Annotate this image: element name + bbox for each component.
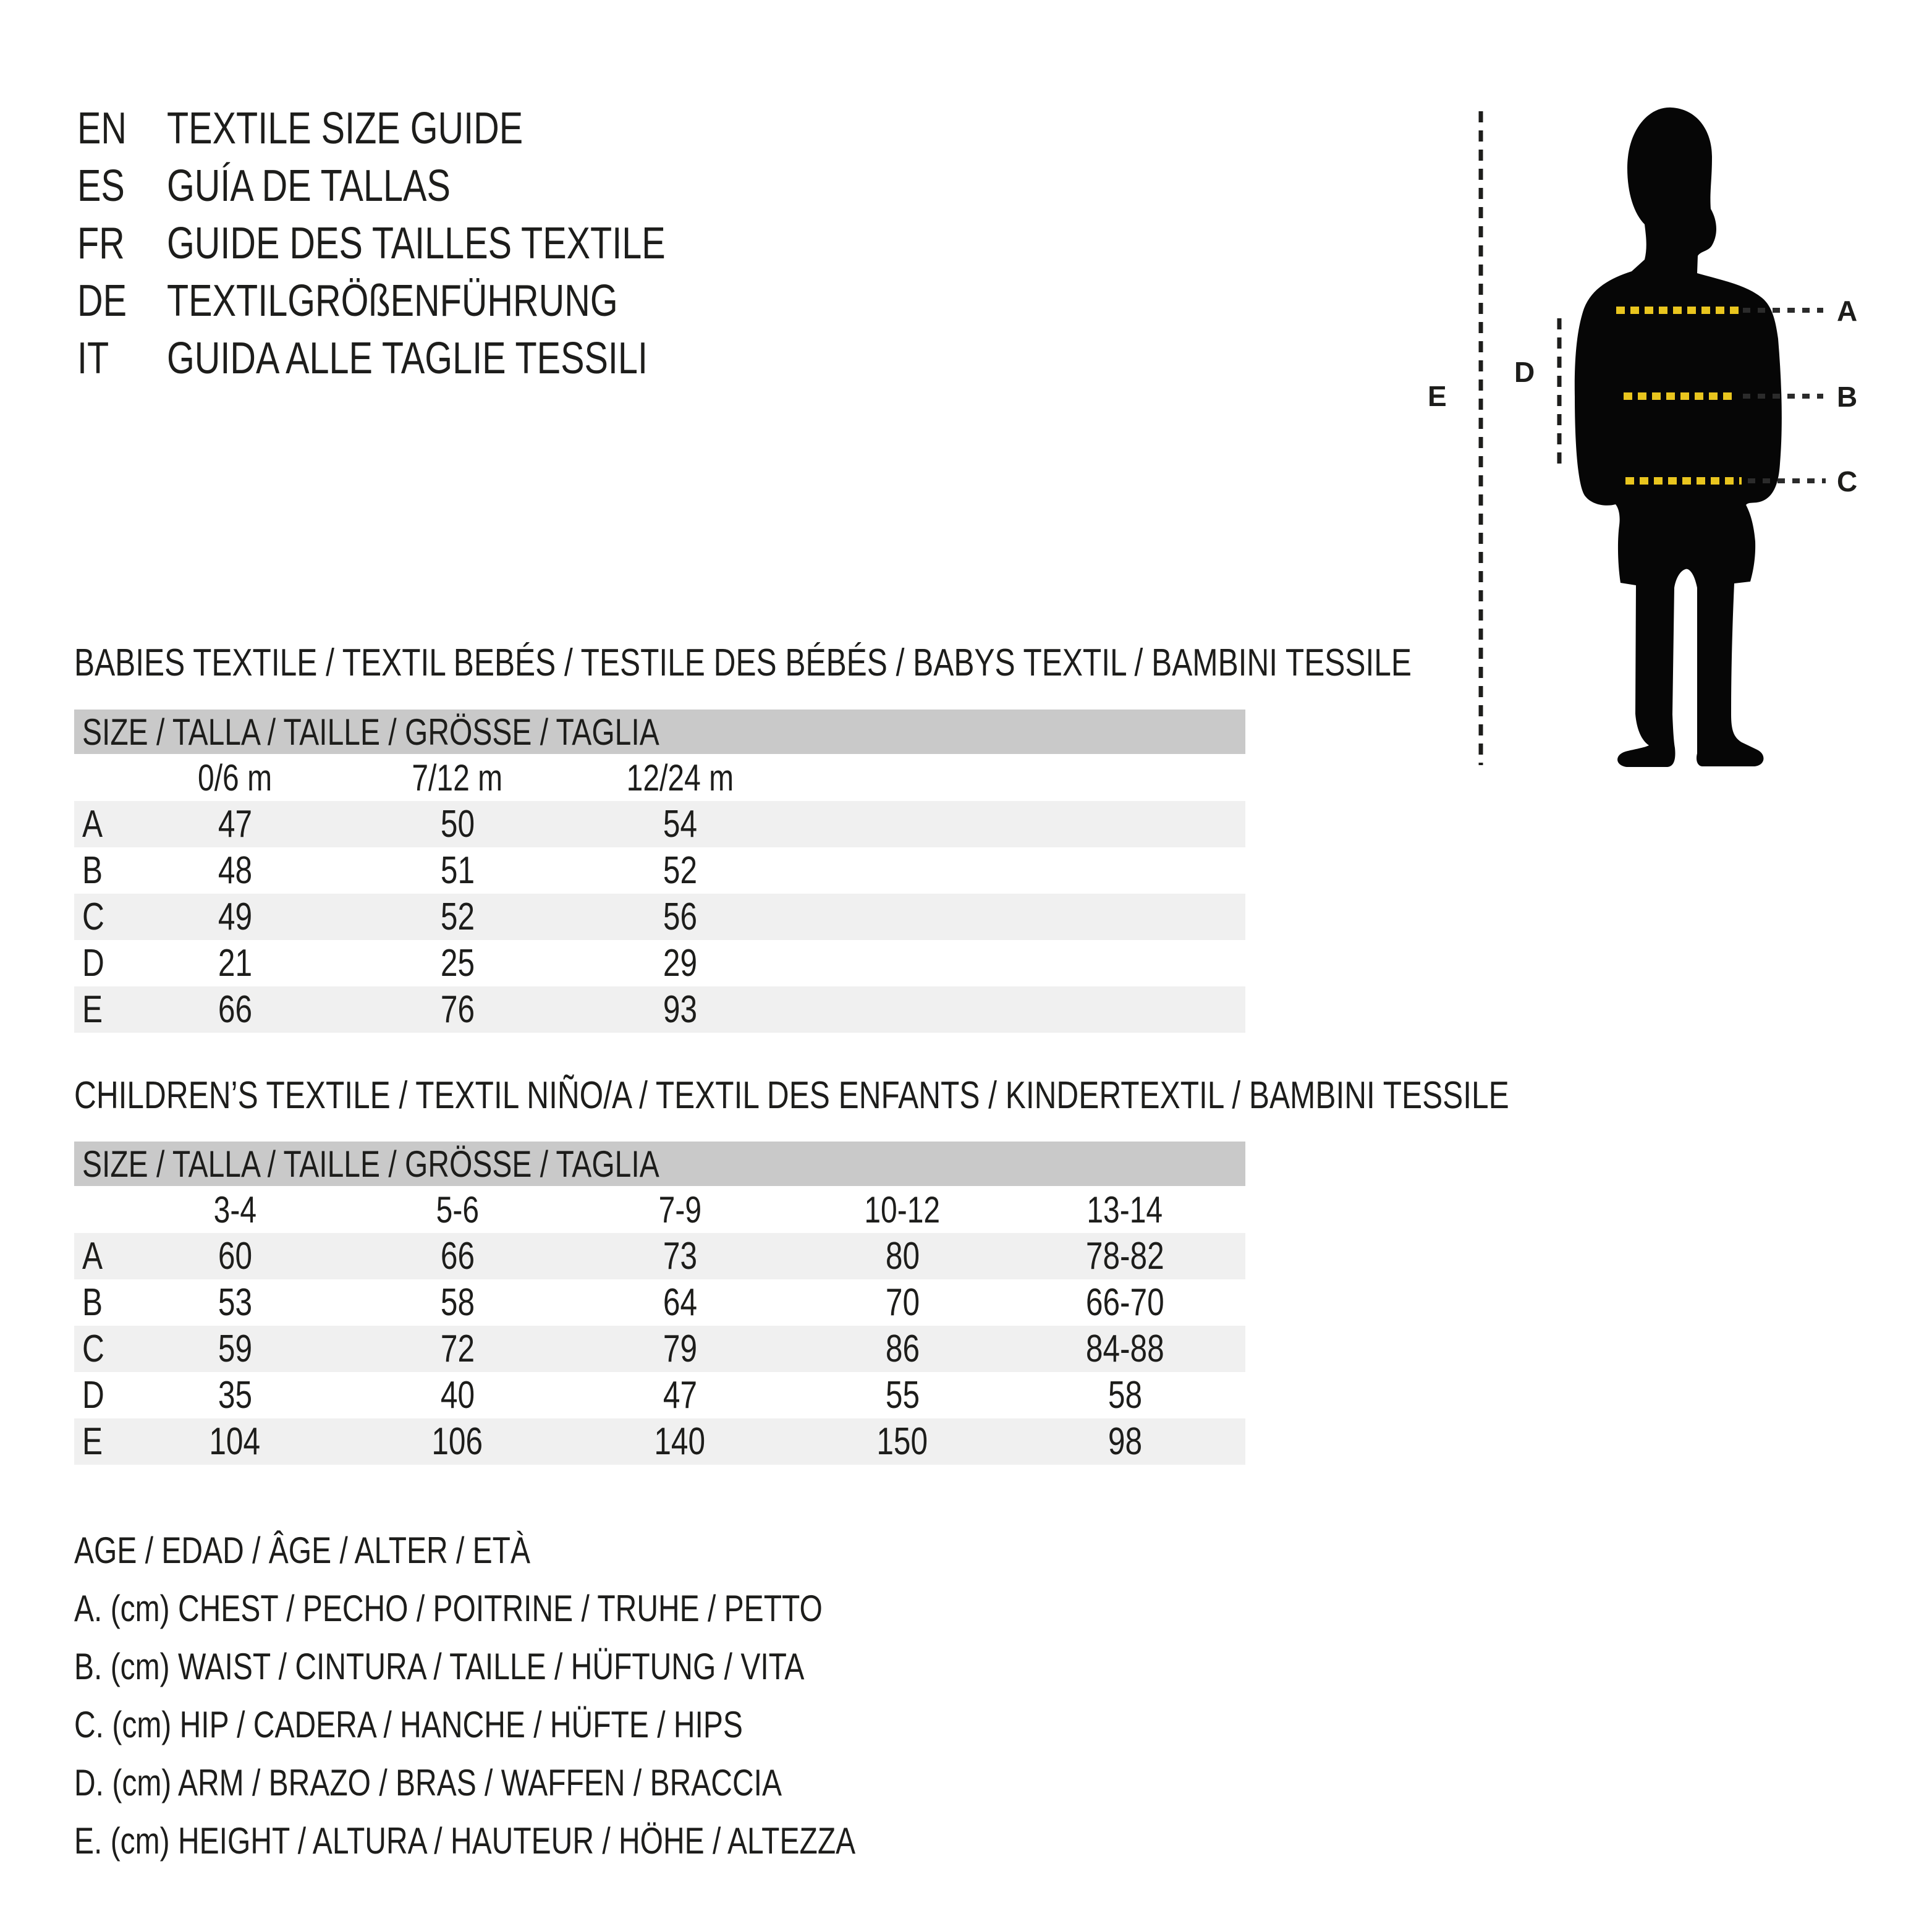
cell-value: 35 xyxy=(218,1374,252,1417)
cell-value: 40 xyxy=(440,1374,475,1417)
table-row xyxy=(74,847,1245,894)
table-row xyxy=(74,1233,1245,1279)
measurement-figure xyxy=(1421,93,1932,791)
cell-value: 58 xyxy=(440,1281,475,1324)
lang-code-it: IT xyxy=(77,334,109,383)
cell-value: 106 xyxy=(431,1420,483,1463)
row-label: B xyxy=(82,1281,103,1324)
lang-title-es: GUÍA DE TALLAS xyxy=(167,161,451,211)
cell-value: 47 xyxy=(663,1374,697,1417)
legend-age: AGE / EDAD / ÂGE / ALTER / ETÀ xyxy=(74,1530,530,1571)
cell-value: 104 xyxy=(209,1420,261,1463)
marker-label-b: B xyxy=(1837,381,1858,413)
babies-column-header-row xyxy=(74,754,1245,801)
children-section-title: CHILDREN’S TEXTILE / TEXTIL NIÑO/A / TEXTIL DES ENFANTS / KINDERTEXTIL / BAMBINI TESSILE xyxy=(74,1074,1509,1117)
row-label: A xyxy=(82,1235,103,1277)
children-size-table xyxy=(74,1142,1245,1465)
lang-title-en: TEXTILE SIZE GUIDE xyxy=(167,104,523,153)
cell-value: 86 xyxy=(885,1328,920,1370)
legend-hip-c: C. (cm) HIP / CADERA / HANCHE / HÜFTE / HIPS xyxy=(74,1704,743,1745)
babies-col-header: 0/6 m xyxy=(197,756,273,799)
child-silhouette-diagram xyxy=(1421,93,1932,791)
language-title-block xyxy=(77,100,790,388)
row-label: E xyxy=(82,1420,103,1463)
babies-size-header-bar: SIZE / TALLA / TAILLE / GRÖSSE / TAGLIA xyxy=(74,710,1245,754)
lang-row-en xyxy=(77,100,790,158)
row-label: A xyxy=(82,803,103,845)
babies-col-header: 7/12 m xyxy=(412,756,503,799)
legend-arm-d: D. (cm) ARM / BRAZO / BRAS / WAFFEN / BRACCIA xyxy=(74,1762,782,1803)
lang-code-en: EN xyxy=(77,104,127,153)
lang-code-es: ES xyxy=(77,161,125,211)
marker-label-d: D xyxy=(1514,356,1535,388)
table-row xyxy=(74,1418,1245,1465)
row-label: D xyxy=(82,1374,104,1417)
table-row xyxy=(74,1279,1245,1326)
children-col-header: 10-12 xyxy=(864,1188,941,1231)
marker-label-a: A xyxy=(1837,295,1858,327)
cell-value: 25 xyxy=(440,942,475,985)
cell-value: 56 xyxy=(663,896,697,938)
cell-value: 72 xyxy=(440,1328,475,1370)
cell-value: 70 xyxy=(885,1281,920,1324)
cell-value: 66 xyxy=(218,988,252,1031)
lang-title-it: GUIDA ALLE TAGLIE TESSILI xyxy=(167,334,648,383)
legend-height-e: E. (cm) HEIGHT / ALTURA / HAUTEUR / HÖHE / ALTEZZA xyxy=(74,1820,856,1862)
cell-value: 47 xyxy=(218,803,252,845)
babies-section-title: BABIES TEXTILE / TEXTIL BEBÉS / TESTILE DES BÉBÉS / BABYS TEXTIL / BAMBINI TESSILE xyxy=(74,642,1412,684)
table-row xyxy=(74,894,1245,940)
row-label: C xyxy=(82,896,104,938)
cell-value: 80 xyxy=(885,1235,920,1277)
cell-value: 140 xyxy=(654,1420,706,1463)
lang-title-de: TEXTILGRÖßENFÜHRUNG xyxy=(167,276,618,326)
lang-title-fr: GUIDE DES TAILLES TEXTILE xyxy=(167,219,666,268)
marker-label-c: C xyxy=(1837,465,1858,498)
lang-row-de xyxy=(77,273,790,330)
cell-value: 52 xyxy=(663,849,697,892)
babies-col-header: 12/24 m xyxy=(626,756,734,799)
table-row xyxy=(74,801,1245,847)
cell-value: 51 xyxy=(440,849,475,892)
cell-value: 76 xyxy=(440,988,475,1031)
children-col-header: 13-14 xyxy=(1087,1188,1163,1231)
cell-value: 49 xyxy=(218,896,252,938)
cell-value: 54 xyxy=(663,803,697,845)
babies-size-table xyxy=(74,710,1245,1033)
lang-code-de: DE xyxy=(77,276,127,326)
row-label: C xyxy=(82,1328,104,1370)
cell-value: 48 xyxy=(218,849,252,892)
cell-value: 55 xyxy=(885,1374,920,1417)
row-label: D xyxy=(82,942,104,985)
cell-value: 21 xyxy=(218,942,252,985)
table-row xyxy=(74,986,1245,1033)
measurement-legend xyxy=(74,1522,1051,1870)
cell-value: 98 xyxy=(1108,1420,1142,1463)
cell-value: 79 xyxy=(663,1328,697,1370)
row-label: B xyxy=(82,849,103,892)
table-row xyxy=(74,1326,1245,1372)
cell-value: 84-88 xyxy=(1085,1328,1164,1370)
legend-waist-b: B. (cm) WAIST / CINTURA / TAILLE / HÜFTUNG / VITA xyxy=(74,1646,805,1687)
cell-value: 53 xyxy=(218,1281,252,1324)
lang-row-it xyxy=(77,330,790,388)
children-col-header: 7-9 xyxy=(658,1188,701,1231)
cell-value: 58 xyxy=(1108,1374,1142,1417)
cell-value: 60 xyxy=(218,1235,252,1277)
lang-code-fr: FR xyxy=(77,219,125,268)
children-column-header-row xyxy=(74,1186,1245,1233)
legend-chest-a: A. (cm) CHEST / PECHO / POITRINE / TRUHE / PETTO xyxy=(74,1588,823,1629)
lang-row-fr xyxy=(77,215,790,273)
cell-value: 73 xyxy=(663,1235,697,1277)
cell-value: 66-70 xyxy=(1085,1281,1164,1324)
lang-row-es xyxy=(77,158,790,215)
cell-value: 59 xyxy=(218,1328,252,1370)
cell-value: 150 xyxy=(876,1420,928,1463)
cell-value: 52 xyxy=(440,896,475,938)
children-col-header: 3-4 xyxy=(213,1188,256,1231)
children-col-header: 5-6 xyxy=(436,1188,479,1231)
cell-value: 64 xyxy=(663,1281,697,1324)
cell-value: 29 xyxy=(663,942,697,985)
cell-value: 78-82 xyxy=(1085,1235,1164,1277)
table-row xyxy=(74,1372,1245,1418)
marker-label-e: E xyxy=(1428,380,1447,412)
row-label: E xyxy=(82,988,103,1031)
table-row xyxy=(74,940,1245,986)
cell-value: 93 xyxy=(663,988,697,1031)
children-size-header-bar: SIZE / TALLA / TAILLE / GRÖSSE / TAGLIA xyxy=(74,1142,1245,1186)
cell-value: 50 xyxy=(440,803,475,845)
cell-value: 66 xyxy=(440,1235,475,1277)
